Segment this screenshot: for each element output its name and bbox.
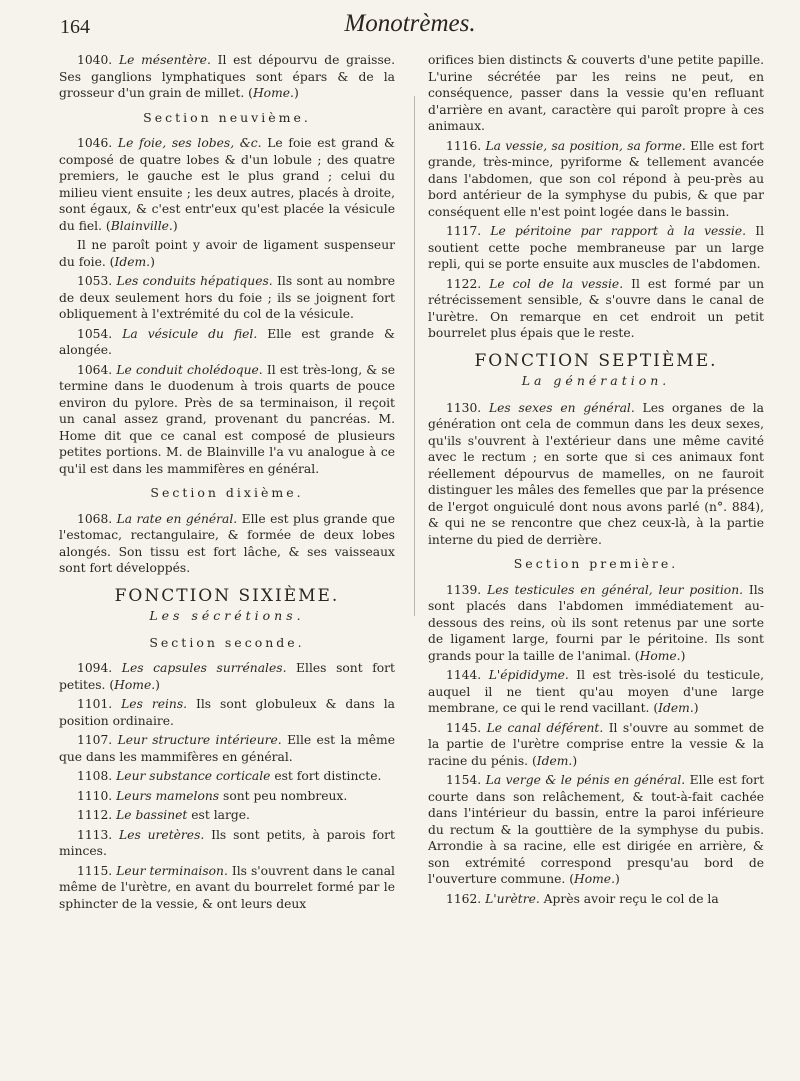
para-1130: 1130. Les sexes en général. Les organes de la génération ont cela de commun dans les deux sexes, qu'ils s'ouvrent à l'extérieur dans une même cavité avec le rectum ; en sorte que si ces animaux font réellement dépourvus de mamelles, on ne fauroit distinguer les mâles des femelles que par la présence de l'ergot onguiculé dont nous avons parlé (n°. 884), & qui ne se rencontre que chez ceux-là, à la partie interne du pied de derrière. [428, 400, 765, 547]
para-1113: 1113. Les uretères. Ils sont petits, à parois fort minces. [59, 827, 395, 858]
para-1107: 1107. Leur structure intérieure. Elle est la même que dans les mammifères en général. [59, 733, 395, 764]
para-1053: 1053. Les conduits hépatiques. Ils sont au nombre de deux seulement hors du foie ; ils se joignent fort obliquement à l'extrémité du col de la vésicule. [59, 274, 395, 321]
para-continuation: orifices bien distincts & couverts d'une petite papille. L'urine sécrétée par les reins ne peut, en conséquence, passer dans la vessie qu'en refluant d'arrière en avant, caractère qui paroît propre à ces animaux. [428, 53, 764, 133]
para-1108: 1108. Leur substance corticale est fort distincte. [77, 769, 382, 783]
para-1094: 1094. Les capsules surrénales. Elles sont fort petites. (Home.) [59, 661, 395, 692]
section-heading: Section neuvième. [143, 109, 311, 125]
para-1110: 1110. Leurs mamelons sont peu nombreux. [77, 788, 348, 803]
para-1116: 1116. La vessie, sa position, sa forme. Elle est fort grande, très-mince, pyriforme & tellement avancée dans l'abdomen, que son col répond à peu-près au bord antérieur de la symphyse du pubis, & que par conséquent elle n'est point logée dans le bassin. [428, 138, 765, 219]
function-heading: FONCTION SEPTIÈME. [474, 350, 718, 371]
para-1145: 1145. Le canal déférent. Il s'ouvre au sommet de la partie de l'urètre comprise entre la vessie & la racine du pénis. (Idem.) [428, 720, 764, 768]
para-1054: 1054. La vésicule du fiel. Elle est grande & alongée. [59, 326, 395, 357]
right-column [428, 52, 764, 910]
function-subheading: Les sécrétions. [149, 608, 305, 623]
para-1115: 1115. Leur terminaison. Ils s'ouvrent dans le canal même de l'urètre, en avant du bourrelet formé par le sphincter de la vessie, & ont leurs deux [59, 863, 395, 911]
para-1046: 1046. Le foie, ses lobes, &c. Le foie est grand & composé de quatre lobes & d'un lobule ; des quatre premiers, le gauche est le plus grand ; celui du milieu vient ensuite ; les deux autres, placés à droite, sont égaux, & c'est entr'eux qu'est placée la vésicule du fiel. (Blainville.) [59, 136, 396, 233]
section-heading: Section dixième. [150, 485, 304, 500]
column-rule [414, 96, 415, 616]
para-1162: 1162. L'urètre. Après avoir reçu le col de la [446, 891, 719, 906]
para-1040: 1040. Le mésentère. Il est dépourvu de graisse. Ses ganglions lymphatiques sont épars & de la grosseur d'un grain de millet. (Home.) [59, 53, 395, 100]
function-heading: FONCTION SIXIÈME. [114, 585, 340, 606]
para-1139: 1139. Les testicules en général, leur position. Ils sont placés dans l'abdomen immédiatement au-dessous des reins, où ils sont retenus par une sorte de ligament large, fourni par le péritoine. Ils sont grands pour la taille de l'animal. (Home.) [428, 582, 764, 663]
page-header [60, 8, 760, 40]
para-1068: 1068. La rate en général. Elle est plus grande que l'estomac, rectangulaire, & formée de deux lobes alongés. Son tissu est fort lâche, & ses vaisseaux sont fort développés. [59, 511, 395, 575]
para-1154: 1154. La verge & le pénis en général. Elle est fort courte dans son relâchement, & tout-à-fait cachée dans l'intérieur du bassin, entre la paroi inférieure du rectum & la gouttière de la symphyse du pubis. Arrondie à sa racine, elle est dirigée en arrière, & son extrémité correspond presqu'au bord de l'ouverture commune. (Home.) [428, 773, 765, 886]
para-1046-b: Il ne paroît point y avoir de ligament suspenseur du foie. (Idem.) [59, 238, 395, 269]
para-1064: 1064. Le conduit cholédoque. Il est très-long, & se termine dans le duodenum à trois quarts de pouce environ du pylore. Près de sa terminaison, il reçoit un canal assez grand, provenant du pancréas. M. Home dit que ce canal est composé de plusieurs petites portions. M. de Blainville l'a vu analogue à ce qu'il est dans les mammifères en général. [59, 362, 395, 476]
para-1117: 1117. Le péritoine par rapport à la vessie. Il soutient cette poche membraneuse par un large repli, qui se porte ensuite aux muscles de l'abdomen. [428, 224, 764, 271]
section-heading: Section seconde. [149, 634, 305, 650]
para-1144: 1144. L'épididyme. Il est très-isolé du testicule, auquel il ne tient qu'au moyen d'une large membrane, ce qui le rend vacillant. (Idem.) [428, 668, 765, 715]
section-heading: Section première. [513, 556, 679, 571]
para-1112: 1112. Le bassinet est large. [77, 808, 250, 822]
function-subheading: La génération. [521, 373, 671, 388]
para-1122: 1122. Le col de la vessie. Il est formé par un rétrécissement sensible, & s'ouvre dans le canal de l'urètre. On remarque en cet endroit un petit bourrelet plus épais que le reste. [428, 276, 764, 340]
left-column [59, 52, 395, 915]
page-number: 164 [60, 16, 90, 38]
running-title: Monotrèmes. [344, 10, 476, 37]
para-1101: 1101. Les reins. Ils sont globuleux & dans la position ordinaire. [59, 697, 396, 728]
